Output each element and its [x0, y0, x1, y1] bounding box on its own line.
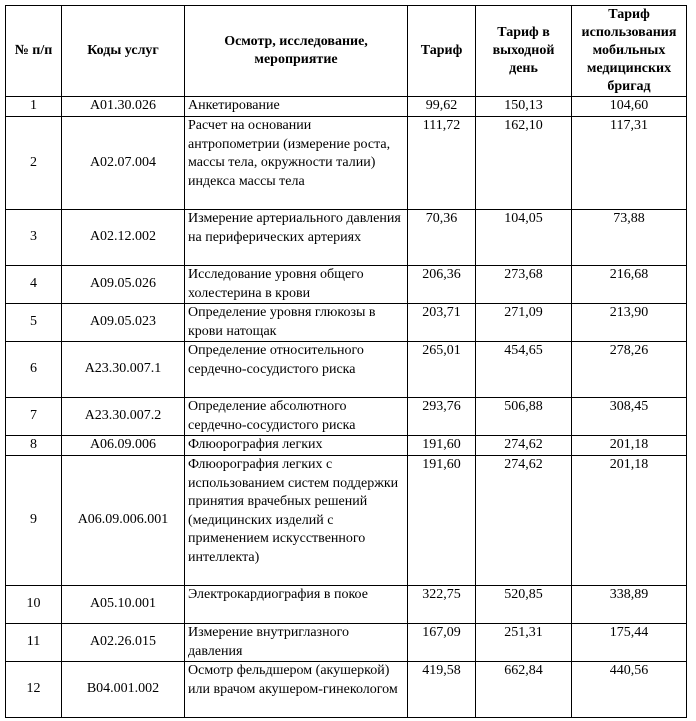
row-weekend: 520,85: [476, 586, 572, 624]
row-name: Флюорография легких: [185, 436, 408, 456]
table-header: [6, 6, 687, 97]
row-mobile: 201,18: [572, 456, 687, 586]
row-weekend: 454,65: [476, 342, 572, 398]
header-name: Осмотр, исследование, мероприятие: [185, 6, 408, 97]
row-weekend: 274,62: [476, 436, 572, 456]
row-tariff: 419,58: [408, 662, 476, 718]
table-row: [6, 97, 687, 117]
row-tariff: 322,75: [408, 586, 476, 624]
row-weekend: 662,84: [476, 662, 572, 718]
row-tariff: 206,36: [408, 266, 476, 304]
row-mobile: 216,68: [572, 266, 687, 304]
header-tariff: Тариф: [408, 6, 476, 97]
row-name: Осмотр фельдшером (акушеркой) или врачом акушером-гинекологом: [185, 662, 408, 718]
row-num: 6: [6, 342, 62, 398]
row-mobile: 338,89: [572, 586, 687, 624]
table-row: [6, 266, 687, 304]
row-code: A02.12.002: [62, 210, 185, 266]
row-code: A02.07.004: [62, 117, 185, 210]
row-tariff: 265,01: [408, 342, 476, 398]
row-num: 9: [6, 456, 62, 586]
row-num: 12: [6, 662, 62, 718]
row-name: Анкетирование: [185, 97, 408, 117]
row-code: A02.26.015: [62, 624, 185, 662]
row-weekend: 104,05: [476, 210, 572, 266]
row-name: Определение абсолютного сердечно-сосудистого риска: [185, 398, 408, 436]
row-name: Измерение внутриглазного давления: [185, 624, 408, 662]
row-weekend: 162,10: [476, 117, 572, 210]
table-row: [6, 436, 687, 456]
row-code: A09.05.023: [62, 304, 185, 342]
table-row: [6, 586, 687, 624]
row-num: 4: [6, 266, 62, 304]
row-tariff: 191,60: [408, 456, 476, 586]
row-code: B04.001.002: [62, 662, 185, 718]
row-weekend: 506,88: [476, 398, 572, 436]
row-name: Расчет на основании антропометрии (измерение роста, массы тела, окружности талии) индекса массы тела: [185, 117, 408, 210]
row-name: Определение относительного сердечно-сосудистого риска: [185, 342, 408, 398]
row-num: 10: [6, 586, 62, 624]
row-num: 5: [6, 304, 62, 342]
row-name: Флюорография легких с использованием систем поддержки принятия врачебных решений (медицинских изделий с применением искусственного интеллекта): [185, 456, 408, 586]
table-body: [6, 97, 687, 718]
tariff-table: [5, 5, 687, 718]
row-tariff: 203,71: [408, 304, 476, 342]
row-code: A06.09.006.001: [62, 456, 185, 586]
row-mobile: 73,88: [572, 210, 687, 266]
row-name: Определение уровня глюкозы в крови натощак: [185, 304, 408, 342]
row-mobile: 308,45: [572, 398, 687, 436]
row-code: A23.30.007.2: [62, 398, 185, 436]
table-row: [6, 398, 687, 436]
row-code: A06.09.006: [62, 436, 185, 456]
table-row: [6, 304, 687, 342]
row-mobile: 213,90: [572, 304, 687, 342]
table-row: [6, 117, 687, 210]
row-tariff: 99,62: [408, 97, 476, 117]
row-code: A23.30.007.1: [62, 342, 185, 398]
header-row: [6, 6, 687, 97]
row-num: 8: [6, 436, 62, 456]
row-mobile: 175,44: [572, 624, 687, 662]
header-mobile: Тариф использования мобильных медицинских бригад: [572, 6, 687, 97]
row-name: Исследование уровня общего холестерина в крови: [185, 266, 408, 304]
row-num: 7: [6, 398, 62, 436]
row-weekend: 273,68: [476, 266, 572, 304]
row-num: 2: [6, 117, 62, 210]
header-code: Коды услуг: [62, 6, 185, 97]
row-mobile: 278,26: [572, 342, 687, 398]
row-tariff: 70,36: [408, 210, 476, 266]
table-row: [6, 210, 687, 266]
row-mobile: 440,56: [572, 662, 687, 718]
row-code: A01.30.026: [62, 97, 185, 117]
row-mobile: 104,60: [572, 97, 687, 117]
row-num: 3: [6, 210, 62, 266]
row-tariff: 191,60: [408, 436, 476, 456]
row-weekend: 251,31: [476, 624, 572, 662]
table-row: [6, 624, 687, 662]
row-tariff: 111,72: [408, 117, 476, 210]
row-weekend: 271,09: [476, 304, 572, 342]
row-num: 11: [6, 624, 62, 662]
row-num: 1: [6, 97, 62, 117]
row-mobile: 117,31: [572, 117, 687, 210]
row-name: Измерение артериального давления на периферических артериях: [185, 210, 408, 266]
header-num: № п/п: [6, 6, 62, 97]
row-name: Электрокардиография в покое: [185, 586, 408, 624]
table-row: [6, 342, 687, 398]
row-code: A05.10.001: [62, 586, 185, 624]
row-weekend: 274,62: [476, 456, 572, 586]
header-weekend: Тариф в выходной день: [476, 6, 572, 97]
table-row: [6, 456, 687, 586]
row-tariff: 293,76: [408, 398, 476, 436]
table-row: [6, 662, 687, 718]
row-tariff: 167,09: [408, 624, 476, 662]
row-code: A09.05.026: [62, 266, 185, 304]
row-mobile: 201,18: [572, 436, 687, 456]
row-weekend: 150,13: [476, 97, 572, 117]
